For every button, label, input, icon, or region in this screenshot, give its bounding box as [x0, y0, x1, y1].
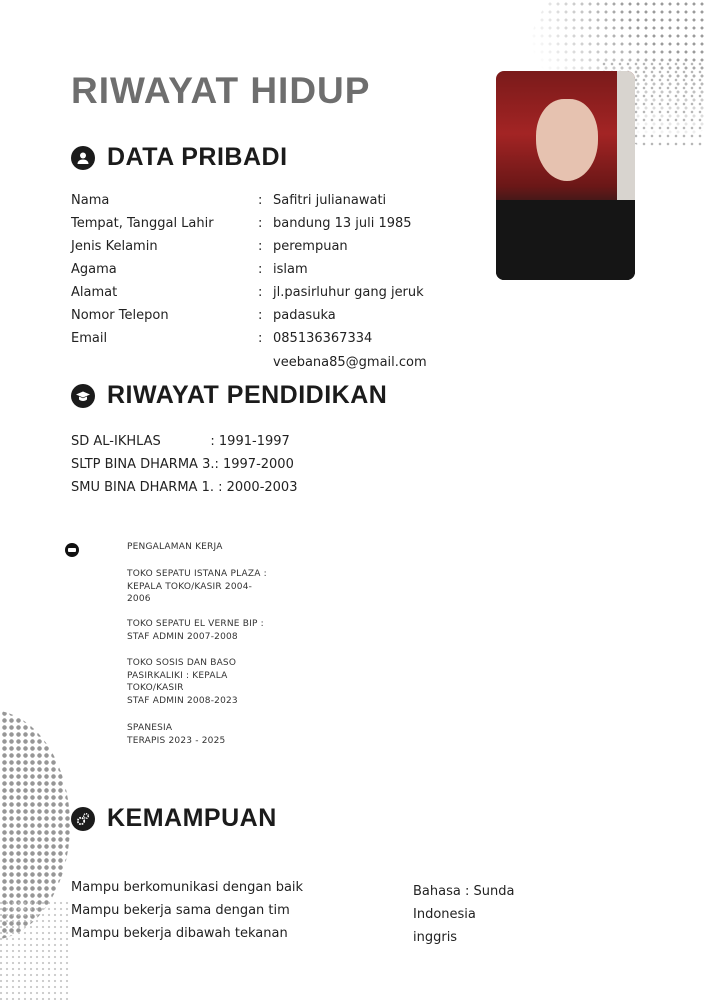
page-title: RIWAYAT HIDUP — [71, 70, 371, 111]
work-line: STAF ADMIN 2007-2008 — [127, 631, 238, 642]
work-line: SPANESIA — [127, 723, 173, 733]
work-line: KEPALA TOKO/KASIR 2004- — [127, 581, 253, 592]
value-address: jl.pasirluhur gang jeruk — [273, 285, 424, 300]
colon: : — [258, 285, 263, 300]
skill-item: Mampu berkomunikasi dengan baik — [71, 880, 304, 895]
work-line: PASIRKALIKI : KEPALA — [127, 670, 228, 681]
label-religion: Agama — [71, 262, 117, 277]
work-line: TERAPIS 2023 - 2025 — [127, 735, 226, 746]
decorative-dots-bottom-left-fade — [0, 900, 70, 1000]
work-line: 2006 — [127, 594, 151, 604]
work-line: TOKO/KASIR — [127, 683, 184, 693]
briefcase-icon — [65, 543, 79, 557]
photo-shirt — [496, 200, 635, 280]
colon: : — [258, 193, 263, 208]
label-gender: Jenis Kelamin — [71, 239, 158, 254]
colon: : — [258, 262, 263, 277]
education-item: SD AL-IKHLAS : 1991-1997 — [71, 434, 290, 449]
value-gender: perempuan — [273, 239, 348, 254]
value-email: 085136367334 — [273, 331, 373, 346]
section-personal-title: DATA PRIBADI — [107, 143, 288, 171]
skill-item: Mampu bekerja dibawah tekanan — [71, 926, 288, 941]
work-line: TOKO SEPATU EL VERNE BIP : — [127, 619, 264, 629]
work-heading: PENGALAMAN KERJA — [127, 542, 223, 552]
work-line: TOKO SOSIS DAN BASO — [127, 658, 237, 668]
label-birth: Tempat, Tanggal Lahir — [71, 216, 214, 231]
work-entry — [127, 722, 225, 747]
value-name: Safitri julianawati — [273, 193, 387, 208]
work-entry — [127, 618, 264, 643]
section-personal-heading — [71, 143, 288, 172]
language-item: Indonesia — [413, 907, 476, 922]
label-name: Nama — [71, 193, 110, 208]
work-entry — [127, 657, 238, 707]
section-education-title: RIWAYAT PENDIDIKAN — [107, 381, 388, 409]
colon: : — [258, 216, 263, 231]
work-line: STAF ADMIN 2008-2023 — [127, 695, 238, 706]
value-phone: padasuka — [273, 308, 336, 323]
user-circle-icon — [71, 146, 95, 170]
value-email-address: veebana85@gmail.com — [273, 355, 427, 370]
work-line: TOKO SEPATU ISTANA PLAZA : — [127, 569, 267, 579]
value-religion: islam — [273, 262, 308, 277]
work-entry — [127, 568, 267, 606]
photo-background — [617, 71, 635, 221]
skill-item: Mampu bekerja sama dengan tim — [71, 903, 290, 918]
colon: : — [258, 308, 263, 323]
gears-icon — [71, 807, 95, 831]
section-education-heading — [71, 381, 387, 410]
graduation-cap-icon — [71, 384, 95, 408]
label-email: Email — [71, 331, 108, 346]
label-address: Alamat — [71, 285, 118, 300]
profile-photo — [496, 71, 635, 280]
label-phone: Nomor Telepon — [71, 308, 169, 323]
education-item: SMU BINA DHARMA 1. : 2000-2003 — [71, 480, 298, 495]
language-item: inggris — [413, 930, 458, 945]
colon: : — [258, 331, 263, 346]
section-skills-title: KEMAMPUAN — [107, 804, 277, 832]
language-item: Bahasa : Sunda — [413, 884, 515, 899]
value-birth: bandung 13 juli 1985 — [273, 216, 412, 231]
education-item: SLTP BINA DHARMA 3.: 1997-2000 — [71, 457, 294, 472]
photo-face — [536, 99, 598, 181]
colon: : — [258, 239, 263, 254]
section-skills-heading — [71, 804, 277, 833]
